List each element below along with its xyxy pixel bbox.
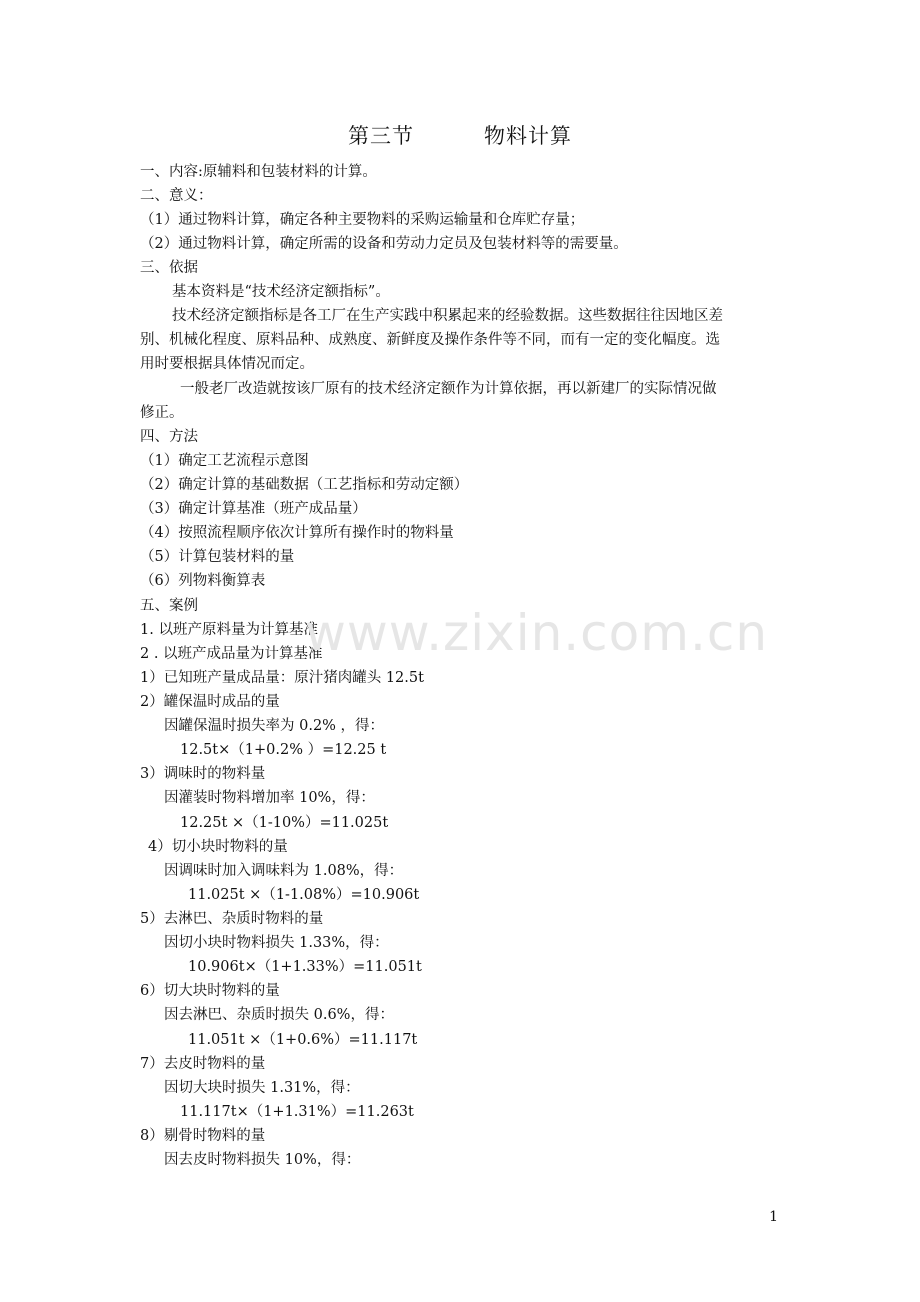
text-line: 因罐保温时损失率为 0.2% ，得：	[164, 718, 385, 734]
text-line: （6）列物料衡算表	[140, 573, 266, 589]
text-line: （1）确定工艺流程示意图	[140, 453, 309, 469]
text-line: 因调味时加入调味料为 1.08%，得：	[164, 863, 404, 879]
text-line: 3）调味时的物料量	[140, 766, 266, 782]
text-line: （4）按照流程顺序依次计算所有操作时的物料量	[140, 525, 454, 541]
text-line: （2）确定计算的基础数据（工艺指标和劳动定额）	[140, 477, 469, 493]
section-number: 第三节	[348, 124, 414, 148]
page-number: 1	[769, 1209, 778, 1225]
text-line: 因切大块时损失 1.31%，得：	[164, 1080, 360, 1096]
text-line: 一、内容:原辅料和包装材料的计算。	[140, 164, 377, 180]
text-line: 5）去淋巴、杂质时物料的量	[140, 911, 324, 927]
text-line: 因灌装时物料增加率 10%，得：	[164, 790, 375, 806]
text-line: 四、方法	[140, 429, 198, 445]
text-line: （5）计算包装材料的量	[140, 549, 295, 565]
text-line: 1）已知班产量成品量：原汁猪肉罐头 12.5t	[140, 670, 424, 686]
text-line: 因去皮时物料损失 10%，得：	[164, 1152, 361, 1168]
text-line: 11.117t×（1+1.31%）=11.263t	[180, 1104, 414, 1120]
text-line: 8）剔骨时物料的量	[140, 1128, 266, 1144]
section-title	[0, 120, 920, 150]
text-line: 11.025t ×（1-1.08%）=10.906t	[188, 887, 420, 903]
text-line: 6）切大块时物料的量	[140, 983, 280, 999]
section-heading: 物料计算	[484, 124, 572, 148]
text-line: 2 . 以班产成品量为计算基准	[140, 646, 323, 662]
text-line: 4）切小块时物料的量	[148, 839, 288, 855]
text-line: 12.25t ×（1-10%）=11.025t	[180, 815, 389, 831]
text-line: 用时要根据具体情况而定。	[140, 356, 314, 372]
text-line: （1）通过物料计算，确定各种主要物料的采购运输量和仓库贮存量；	[140, 212, 585, 228]
text-line: （3）确定计算基准（班产成品量）	[140, 501, 367, 517]
watermark: www.zixin.com.cn	[305, 604, 769, 662]
text-line: 7）去皮时物料的量	[140, 1056, 266, 1072]
text-line: 因去淋巴、杂质时损失 0.6%，得：	[164, 1007, 394, 1023]
text-line: 修正。	[140, 405, 184, 421]
text-line: 11.051t ×（1+0.6%）=11.117t	[188, 1032, 418, 1048]
text-line: 1. 以班产原料量为计算基准	[140, 622, 318, 638]
text-line: 三、依据	[140, 260, 198, 276]
text-line: 别、机械化程度、原料品种、成熟度、新鲜度及操作条件等不同，而有一定的变化幅度。选	[140, 332, 720, 348]
text-line: 五、案例	[140, 598, 198, 614]
text-line: 基本资料是“技术经济定额指标”。	[172, 284, 390, 300]
text-line: 12.5t×（1+0.2% ）=12.25 t	[180, 742, 387, 758]
text-line: （2）通过物料计算，确定所需的设备和劳动力定员及包装材料等的需要量。	[140, 236, 628, 252]
text-line: 技术经济定额指标是各工厂在生产实践中积累起来的经验数据。这些数据往往因地区差	[172, 308, 723, 324]
text-line: 一般老厂改造就按该厂原有的技术经济定额作为计算依据，再以新建厂的实际情况做	[180, 381, 717, 397]
text-line: 二、意义：	[140, 188, 213, 204]
text-line: 10.906t×（1+1.33%）=11.051t	[188, 959, 422, 975]
text-line: 2）罐保温时成品的量	[140, 694, 280, 710]
text-line: 因切小块时物料损失 1.33%，得：	[164, 935, 389, 951]
